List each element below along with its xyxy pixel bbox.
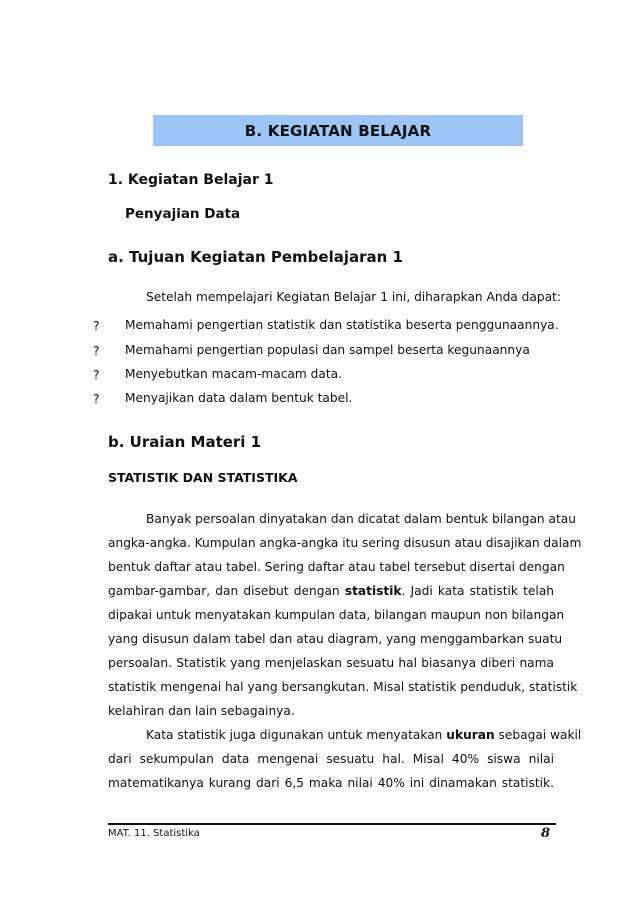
text-line: dipakai untuk menyatakan kumpulan data, bilangan maupun non bilangan xyxy=(108,608,565,622)
text-line: yang disusun dalam tabel dan atau diagram, yang menggambarkan suatu xyxy=(108,632,563,646)
text-segment: Kata statistik juga digunakan untuk menyatakan xyxy=(146,728,443,742)
text-line: angka-angka. Kumpulan angka-angka itu sering disusun atau disajikan dalam xyxy=(108,536,582,550)
heading-kegiatan-belajar: 1. Kegiatan Belajar 1 xyxy=(108,172,274,188)
section-banner xyxy=(153,115,523,146)
text-line: kelahiran dan lain sebagainya. xyxy=(108,704,295,718)
list-item: Menyebutkan macam-macam data. xyxy=(125,367,342,381)
footer-title: MAT. 11. Statistika xyxy=(108,828,200,839)
text-segment: sebagai wakil xyxy=(498,728,582,742)
list-item: Memahami pengertian populasi dan sampel beserta kegunaannya xyxy=(125,343,530,357)
text-line: dari sekumpulan data mengenai sesuatu hal. Misal 40% siswa nilai xyxy=(108,752,554,766)
banner-title: B. KEGIATAN BELAJAR xyxy=(244,121,432,140)
text-line xyxy=(108,584,554,598)
text-line xyxy=(146,728,582,742)
text-line: persoalan. Statistik yang menjelaskan sesuatu hal biasanya diberi nama xyxy=(108,656,554,670)
topic-title: STATISTIK DAN STATISTIKA xyxy=(108,470,298,485)
bullet-mark: ? xyxy=(93,343,100,358)
heading-tujuan: a. Tujuan Kegiatan Pembelajaran 1 xyxy=(108,248,403,266)
page-number: 8 xyxy=(541,826,551,841)
footer-divider xyxy=(108,823,556,825)
bold-term-ukuran: ukuran xyxy=(446,728,495,742)
heading-uraian-materi: b. Uraian Materi 1 xyxy=(108,433,262,451)
text-line: Banyak persoalan dinyatakan dan dicatat dalam bentuk bilangan atau xyxy=(146,512,576,526)
text-segment: . Jadi kata statistik telah xyxy=(401,584,555,598)
bullet-mark: ? xyxy=(93,318,100,333)
list-item: Memahami pengertian statistik dan statistika beserta penggunaannya. xyxy=(125,318,559,332)
text-line: statistik mengenai hal yang bersangkutan. Misal statistik penduduk, statistik xyxy=(108,680,578,694)
text-line: matematikanya kurang dari 6,5 maka nilai 40% ini dinamakan statistik. xyxy=(108,776,554,790)
text-line: bentuk daftar atau tabel. Sering daftar atau tabel tersebut disertai dengan xyxy=(108,560,565,574)
bullet-mark: ? xyxy=(93,367,100,382)
bullet-mark: ? xyxy=(93,391,100,406)
text-segment: gambar-gambar, dan disebut dengan xyxy=(108,584,340,598)
bold-term-statistik: statistik xyxy=(344,584,402,598)
list-item: Menyajikan data dalam bentuk tabel. xyxy=(125,391,353,405)
intro-text: Setelah mempelajari Kegiatan Belajar 1 ini, diharapkan Anda dapat: xyxy=(146,290,561,304)
subheading-penyajian-data: Penyajian Data xyxy=(125,206,241,222)
